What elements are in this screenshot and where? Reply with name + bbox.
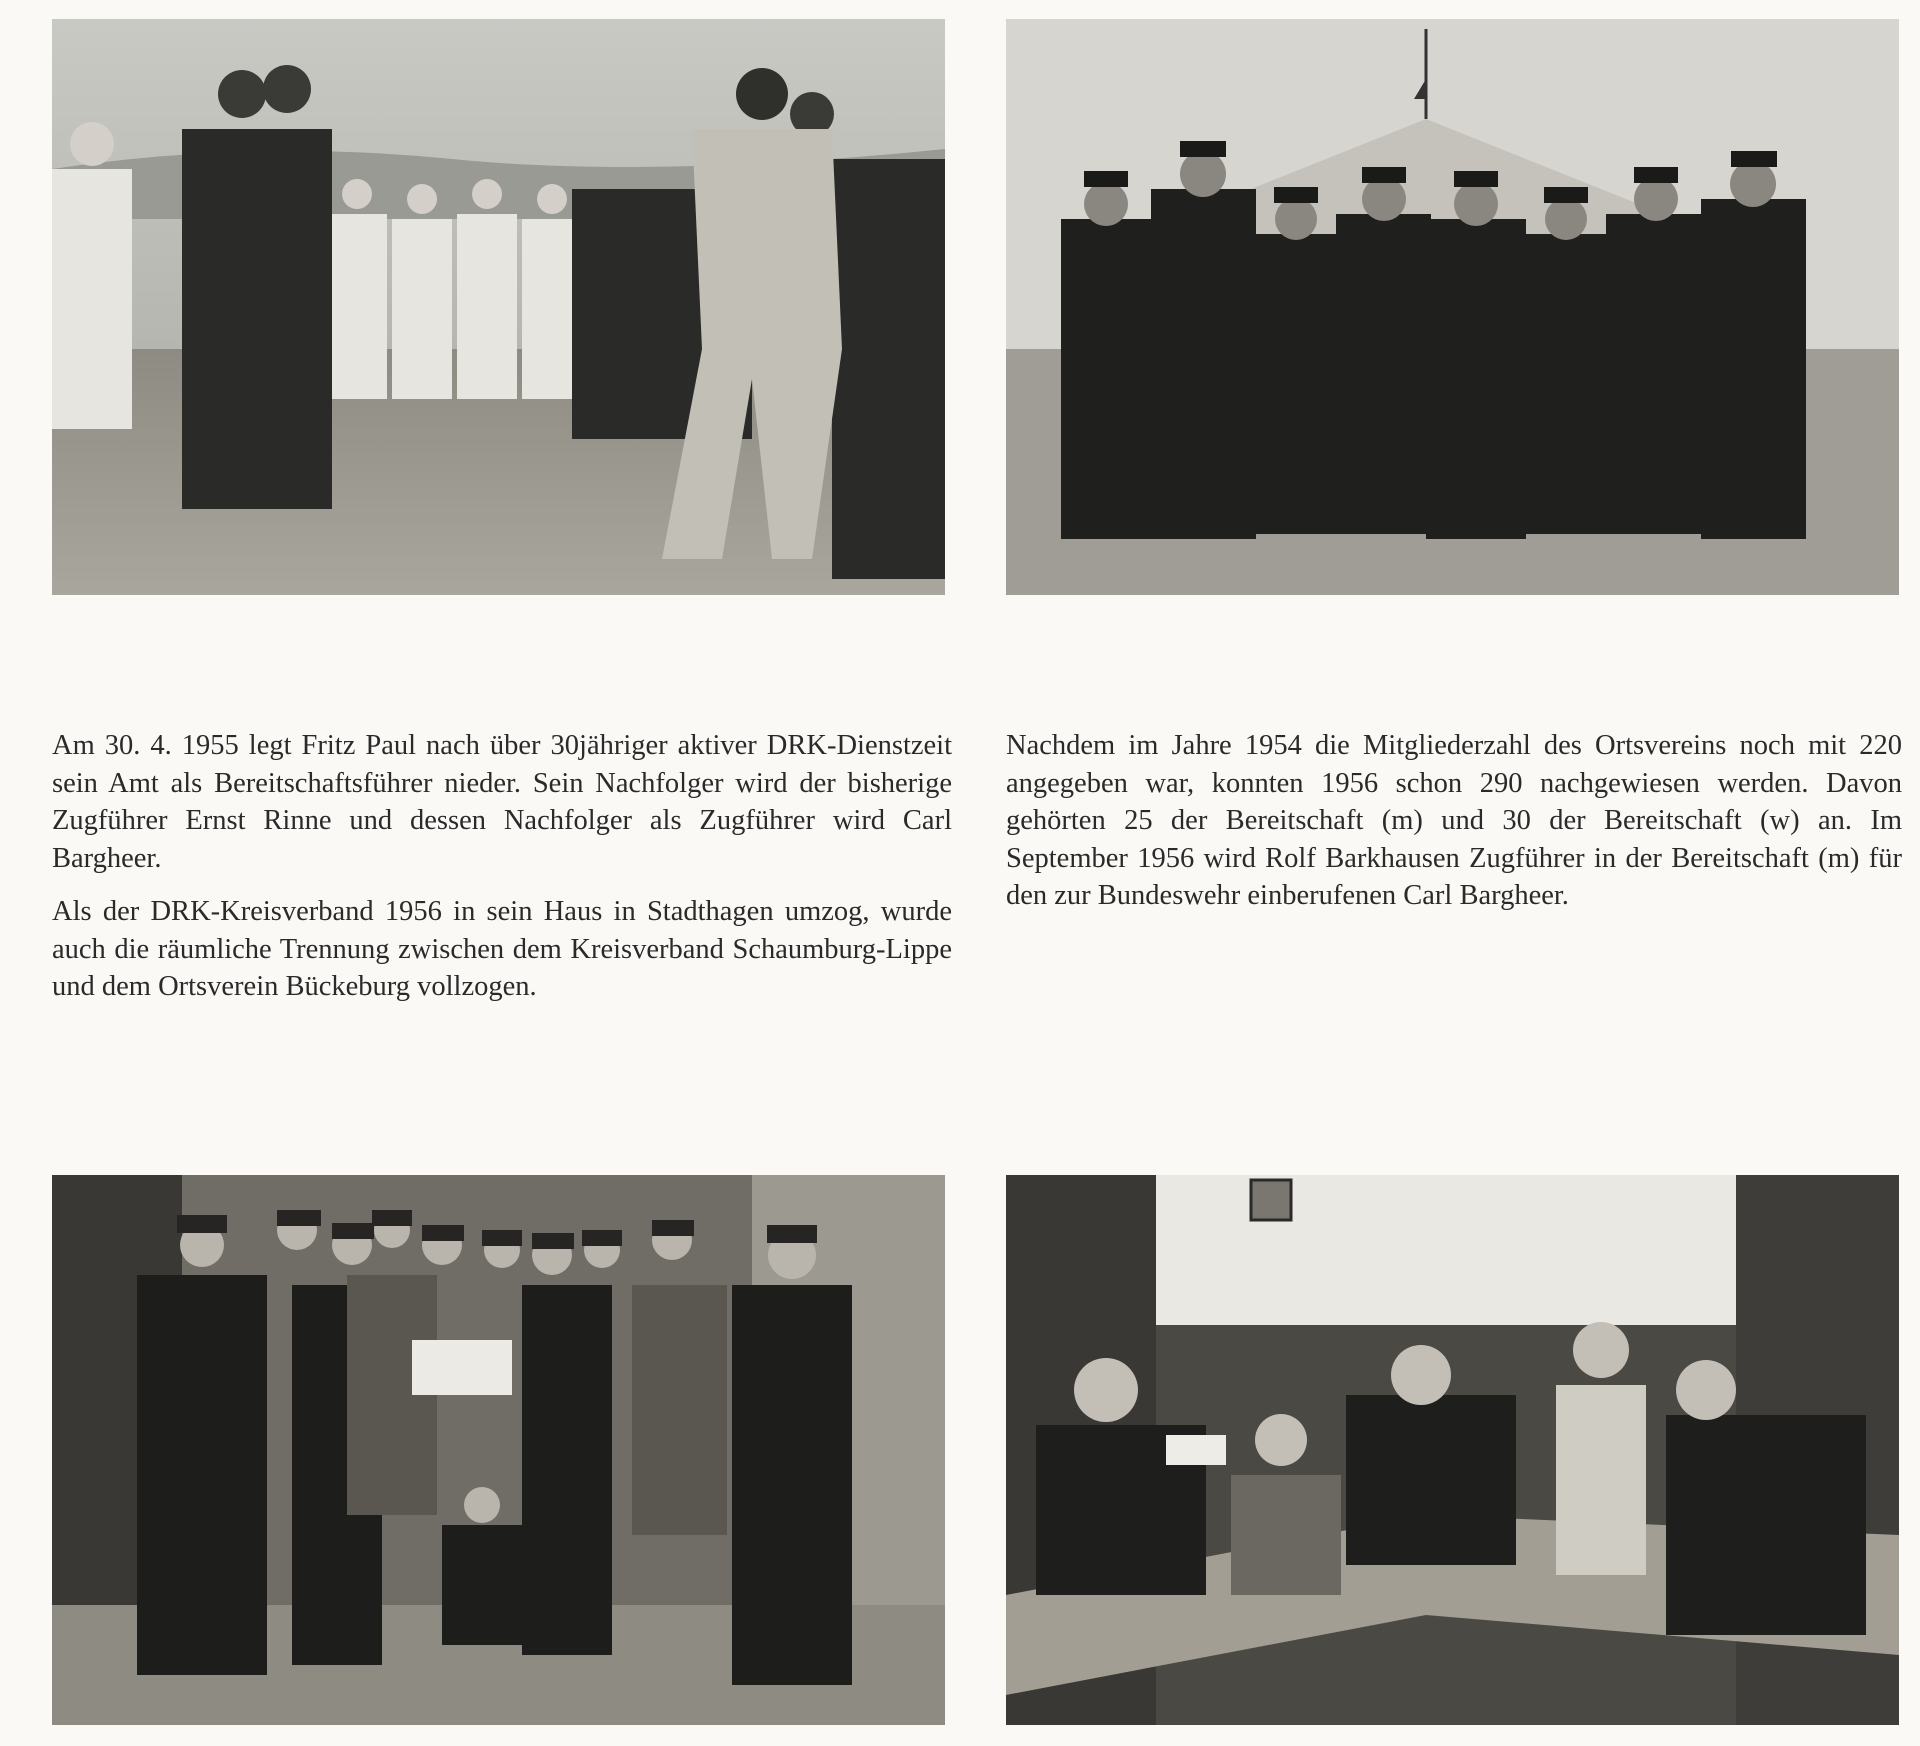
photo-workshop-image [1006, 1175, 1899, 1725]
photo-ceremony [52, 19, 945, 595]
photo-uniformed-men [1006, 19, 1899, 595]
photo-uniformed-men-image [1006, 19, 1899, 595]
photo-workshop [1006, 1175, 1899, 1725]
article-text-right [1006, 727, 1902, 931]
photo-youth-group-image [52, 1175, 945, 1725]
photo-ceremony-image [52, 19, 945, 595]
photo-youth-group [52, 1175, 945, 1725]
article-text-left [52, 727, 952, 1022]
paragraph-left-1: Am 30. 4. 1955 legt Fritz Paul nach über 30jähriger aktiver DRK-Dienstzeit sein Amt als Bereitschaftsführer nieder. Sein Nachfolger wird der bisherige Zugführer Ernst Rinne und dessen Nachfolger als Zugführer wird Carl Bargheer. [52, 730, 952, 874]
paragraph-right-1: Nachdem im Jahre 1954 die Mitgliederzahl des Ortsvereins noch mit 220 angegeben war, konnten 1956 schon 290 nachgewiesen werden. Davon gehörten 25 der Bereitschaft (m) und 30 der Bereitschaft (w) an. Im September 1956 wird Rolf Barkhausen Zugführer in der Bereitschaft (m) für den zur Bundeswehr einberufenen Carl Bargheer. [1006, 730, 1902, 911]
paragraph-left-2: Als der DRK-Kreisverband 1956 in sein Haus in Stadthagen umzog, wurde auch die räumliche Trennung zwischen dem Kreisverband Schaumburg-Lippe und dem Ortsverein Bückeburg vollzogen. [52, 896, 952, 1002]
